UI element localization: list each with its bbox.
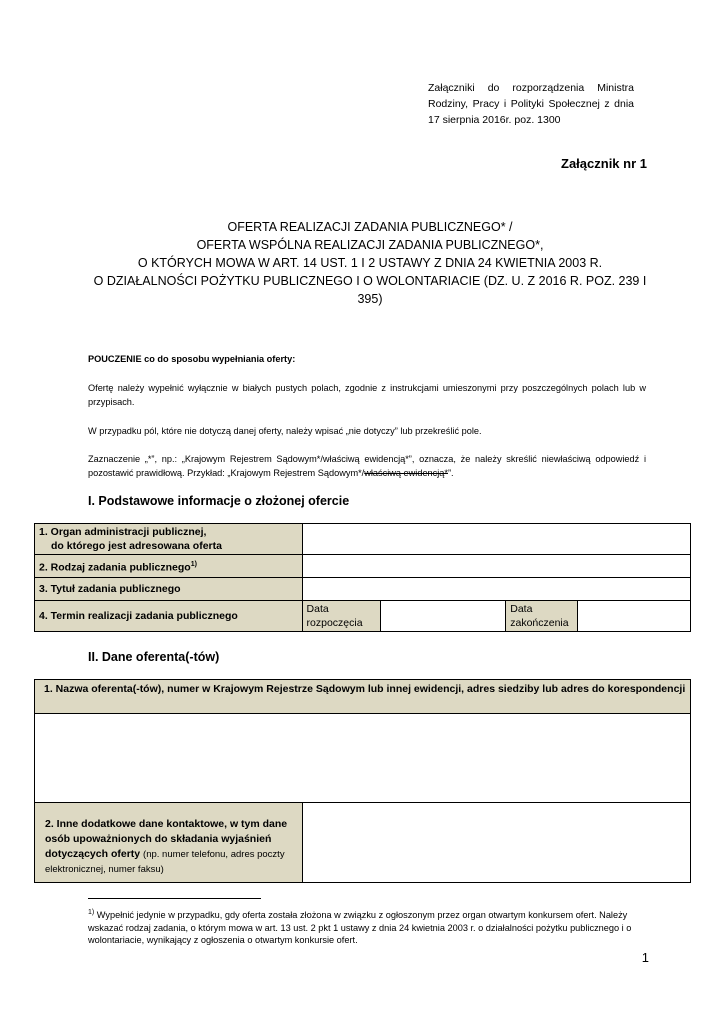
start-date-label-line-2: rozpoczęcia bbox=[306, 617, 363, 629]
struck-example: właściwą ewidencją* bbox=[364, 468, 448, 478]
public-administration-label bbox=[35, 524, 303, 555]
instructions-paragraph-1: Ofertę należy wypełnić wyłącznie w białych pustych polach, zgodnie z instrukcjami umieszonymi przy poszczególnych polach lub w przypisach. bbox=[88, 383, 646, 407]
footnote-mark: 1) bbox=[88, 909, 95, 916]
offeror-name-field[interactable] bbox=[35, 714, 691, 803]
public-administration-field[interactable] bbox=[302, 524, 690, 555]
section-2-title: II. Dane oferenta(-tów) bbox=[88, 650, 220, 664]
contact-details-label bbox=[35, 803, 303, 883]
section-1-title: I. Podstawowe informacje o złożonej ofercie bbox=[88, 494, 350, 508]
footnote-ref: 1) bbox=[190, 560, 197, 568]
contact-details-field[interactable] bbox=[302, 803, 690, 883]
instructions-paragraph-3 bbox=[88, 452, 646, 480]
end-date-field[interactable] bbox=[578, 601, 691, 632]
task-type-label-text: 2. Rodzaj zadania publicznego bbox=[39, 561, 191, 574]
public-administration-label-line-2: do którego jest adresowana oferta bbox=[51, 540, 222, 552]
attachment-number: Załącznik nr 1 bbox=[561, 156, 647, 171]
instructions-heading: POUCZENIE co do sposobu wypełniania oferty: bbox=[88, 354, 296, 364]
contact-details-label-hint: (np. numer telefonu, adres poczty elektronicznej, numer faksu) bbox=[45, 849, 285, 875]
task-term-label: 4. Termin realizacji zadania publicznego bbox=[35, 601, 303, 632]
title-line-2: OFERTA WSPÓLNA REALIZACJI ZADANIA PUBLICZNEGO*, bbox=[196, 238, 544, 252]
start-date-label-line-1: Data bbox=[306, 603, 329, 615]
task-title-field[interactable] bbox=[302, 578, 690, 601]
offeror-name-label: 1. Nazwa oferenta(-tów), numer w Krajowym Rejestrze Sądowym lub innej ewidencji, adres siedziby lub adres do korespondencji bbox=[35, 680, 691, 714]
start-date-field[interactable] bbox=[380, 601, 506, 632]
document-title bbox=[60, 218, 680, 308]
instructions-paragraph-3-end: ”. bbox=[447, 468, 454, 478]
offeror-data-table bbox=[34, 679, 691, 883]
task-type-field[interactable] bbox=[302, 555, 690, 578]
title-line-1: OFERTA REALIZACJI ZADANIA PUBLICZNEGO* / bbox=[227, 220, 513, 234]
footnote-text: Wypełnić jedynie w przypadku, gdy oferta została złożona w związku z ogłoszonym przez organ otwartym konkursem ofert. Należy wskazać rodzaj zadania, o którym mowa w art. 13 ust. 2 pkt 1 ustawy z dnia 24 kwietnia 2003 r. o działalności pożytku publicznego i o wolontariacie, wynikający z ogłoszenia o otwartym konkursie ofert. bbox=[88, 910, 632, 946]
end-date-label-line-1: Data bbox=[510, 603, 533, 615]
footnote bbox=[88, 907, 648, 947]
attachment-note: Załączniki do rozporządzenia Ministra Rodziny, Pracy i Polityki Społecznej z dnia 17 sierpnia 2016r. poz. 1300 bbox=[428, 82, 634, 126]
instructions-paragraph-2: W przypadku pól, które nie dotyczą danej oferty, należy wpisać „nie dotyczy” lub przekreślić pole. bbox=[88, 426, 482, 436]
end-date-label bbox=[506, 601, 578, 632]
instructions-paragraph-3-text: Zaznaczenie „*”, np.: „Krajowym Rejestrem Sądowym*/właściwą ewidencją*”, oznacza, że należy skreślić niewłaściwą odpowiedź i pozostawić prawidłową. Przykład: „Krajowym Rejestrem Sądowym*/ bbox=[88, 454, 646, 478]
start-date-label bbox=[302, 601, 380, 632]
footnote-separator bbox=[88, 898, 261, 899]
public-administration-label-line-1: 1. Organ administracji publicznej, bbox=[39, 526, 207, 538]
end-date-label-line-2: zakończenia bbox=[510, 617, 569, 629]
task-type-label bbox=[35, 555, 303, 578]
title-line-3: O KTÓRYCH MOWA W ART. 14 UST. 1 I 2 USTAWY Z DNIA 24 KWIETNIA 2003 R. bbox=[137, 256, 603, 270]
contact-details-label-bold: 2. Inne dodatkowe dane kontaktowe, w tym dane osób upoważnionych do składania wyjaśnień dotyczących oferty bbox=[45, 818, 288, 860]
title-line-4: O DZIAŁALNOŚCI POŻYTKU PUBLICZNEGO I O WOLONTARIACIE (DZ. U. Z 2016 R. POZ. 239 I bbox=[93, 274, 647, 288]
task-title-label: 3. Tytuł zadania publicznego bbox=[35, 578, 303, 601]
basic-info-table bbox=[34, 523, 691, 632]
title-line-5: 395) bbox=[357, 292, 383, 306]
page-number: 1 bbox=[641, 950, 649, 965]
